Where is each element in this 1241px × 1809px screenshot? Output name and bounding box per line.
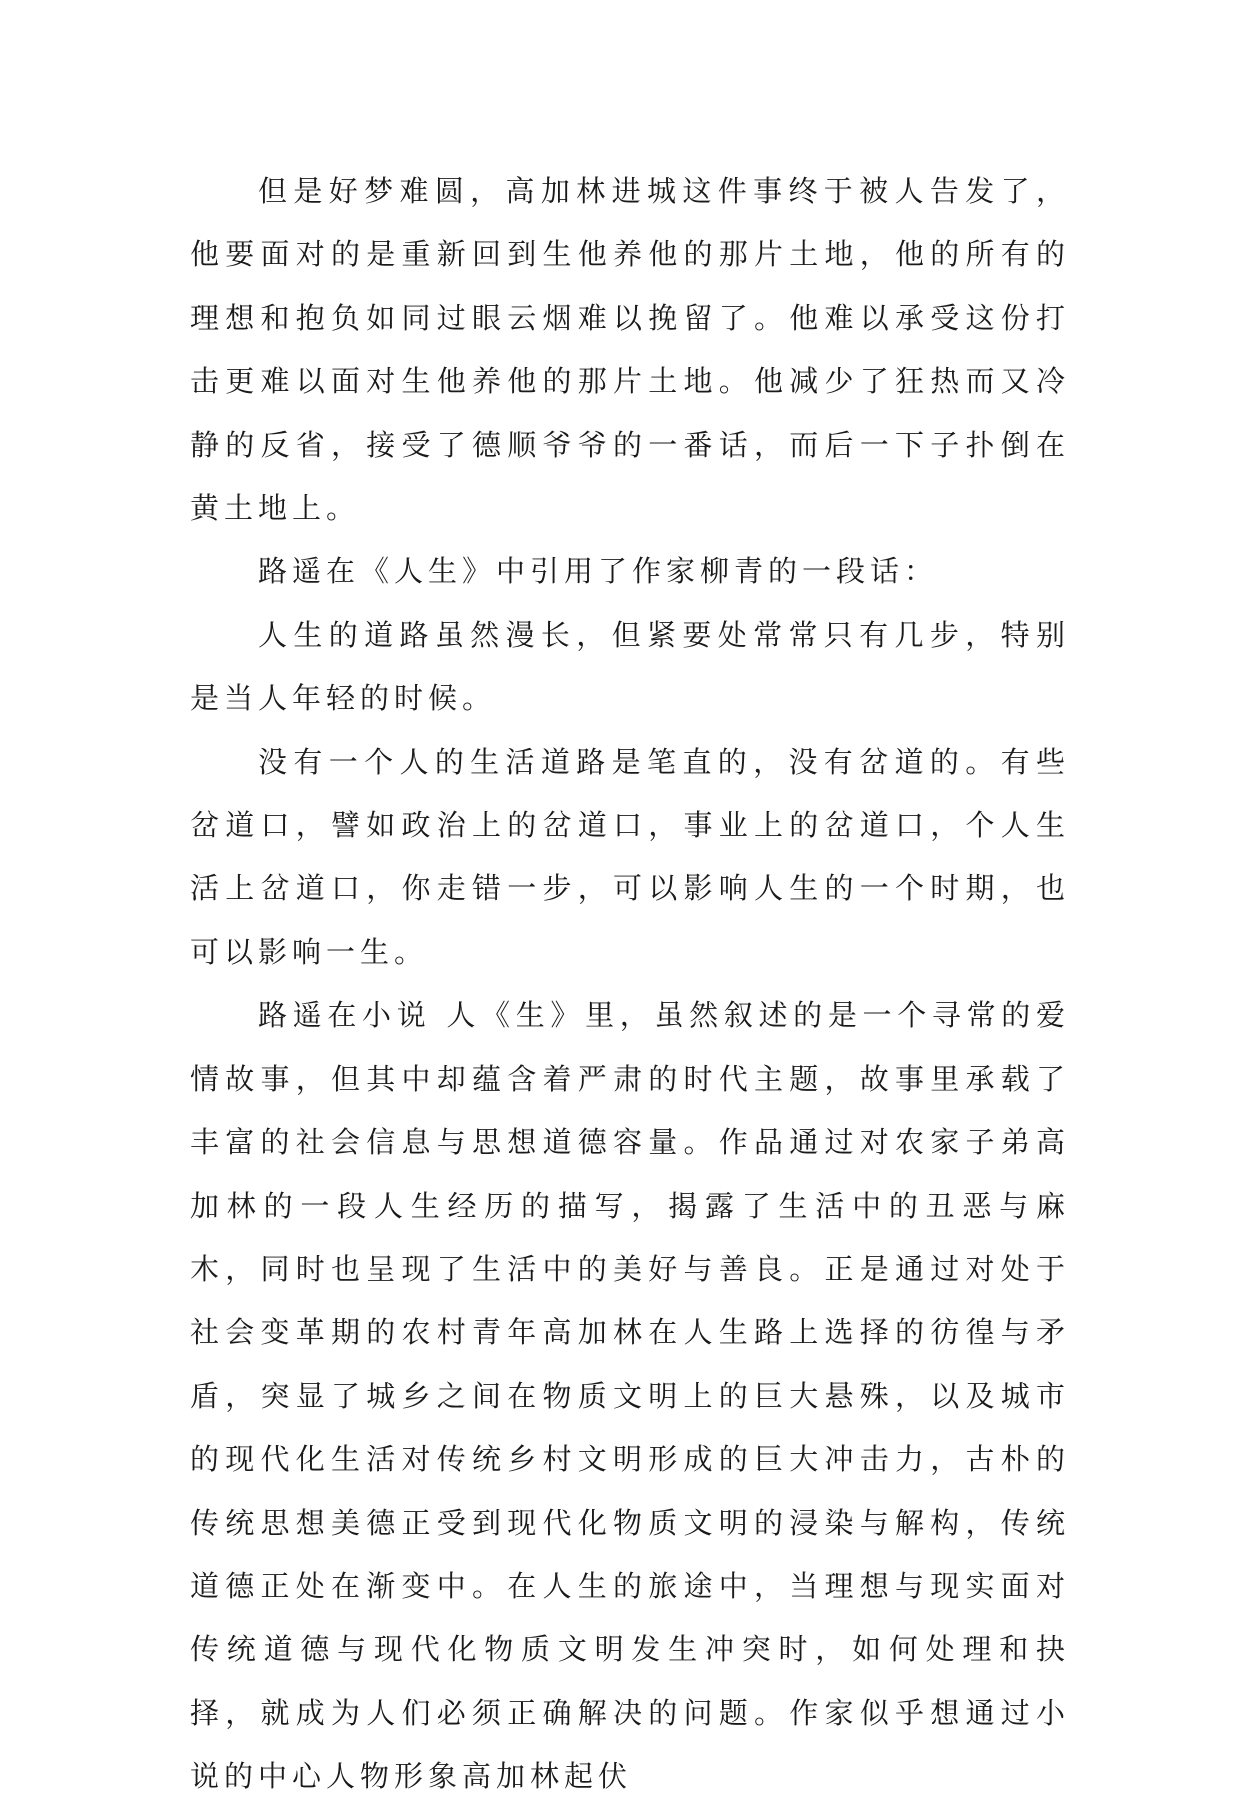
document-body <box>190 160 1070 1809</box>
paragraph-5: 路遥在小说 人《生》里，虽然叙述的是一个寻常的爱情故事，但其中却蕴含着严肃的时代主题，故事里承载了丰富的社会信息与思想道德容量。作品通过对农家子弟高加林的一段人生经历的描写，揭露了生活中的丑恶与麻木，同时也呈现了生活中的美好与善良。正是通过对处于社会变革期的农村青年高加林在人生路上选择的彷徨与矛盾，突显了城乡之间在物质文明上的巨大悬殊，以及城市的现代化生活对传统乡村文明形成的巨大冲击力，古朴的传统思想美德正受到现代化物质文明的浸染与解构，传统道德正处在渐变中。在人生的旅途中，当理想与现实面对传统道德与现代化物质文明发生冲突时，如何处理和抉择，就成为人们必须正确解决的问题。作家似乎想通过小说的中心人物形象高加林起伏 <box>190 998 1070 1794</box>
paragraph-2: 路遥在《人生》中引用了作家柳青的一段话： <box>258 554 939 589</box>
paragraph-3: 人生的道路虽然漫长，但紧要处常常只有几步，特别是当人年轻的时候。 <box>190 617 1070 716</box>
paragraph-1: 但是好梦难圆，高加林进城这件事终于被人告发了，他要面对的是重新回到生他养他的那片土地，他的所有的理想和抱负如同过眼云烟难以挽留了。他难以承受这份打击更难以面对生他养他的那片土地。他减少了狂热而又冷静的反省，接受了德顺爷爷的一番话，而后一下子扑倒在黄土地上。 <box>190 174 1070 526</box>
paragraph-4: 没有一个人的生活道路是笔直的，没有岔道的。有些岔道口，譬如政治上的岔道口，事业上的岔道口，个人生活上岔道口，你走错一步，可以影响人生的一个时期，也可以影响一生。 <box>190 744 1070 969</box>
